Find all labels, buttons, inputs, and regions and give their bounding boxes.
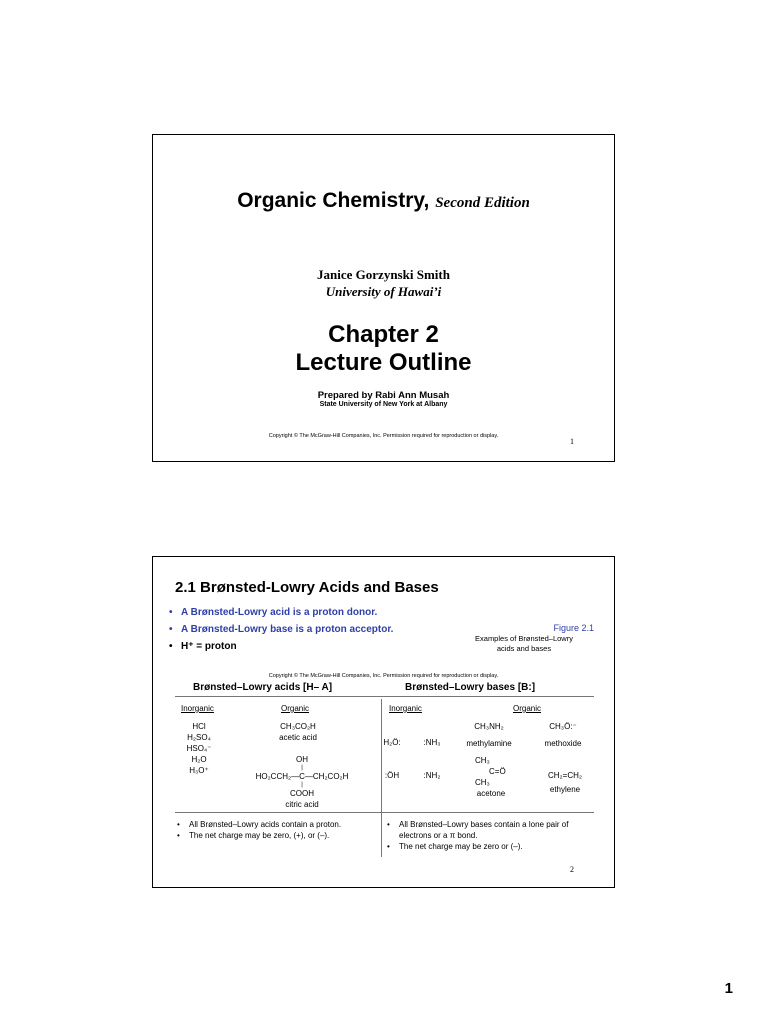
acid-notes: • All Brønsted–Lowry acids contain a proton. • The net charge may be zero, (+), or (–). xyxy=(177,820,342,840)
citric-acid: OH | HO₂CCH₂—C—CH₂CO₂H | COOH citric acid xyxy=(237,754,367,810)
citric-name: citric acid xyxy=(285,800,319,809)
header-divider xyxy=(175,696,594,697)
acid-note: All Brønsted–Lowry acids contain a proton. xyxy=(189,820,342,829)
acids-inorganic-label: Inorganic xyxy=(181,704,214,713)
bullet-text: A Brønsted-Lowry base is a proton acceptor. xyxy=(181,624,394,635)
base-note: All Brønsted–Lowry bases contain a lone pair of electrons or a π bond. xyxy=(399,820,569,840)
chapter-number: Chapter 2 xyxy=(328,321,439,348)
prepared-by: Prepared by Rabi Ann Musah xyxy=(317,390,450,401)
bullet-text: A Brønsted-Lowry acid is a proton donor. xyxy=(181,607,378,618)
slide-page-number: 2 xyxy=(570,865,574,874)
bases-header: Brønsted–Lowry bases [B:] xyxy=(405,682,536,693)
acetic-formula: CH₃CO₂H xyxy=(280,722,316,731)
bullet-proton: • H⁺ = proton xyxy=(169,641,237,652)
acetic-name: acetic acid xyxy=(279,733,317,742)
acids-organic-label: Organic xyxy=(281,704,310,713)
preparer-institution: State University of New York at Albany xyxy=(319,401,448,408)
acetic-acid xyxy=(253,721,343,743)
bullet-base-definition: • A Brønsted-Lowry base is a proton acceptor. xyxy=(169,624,394,635)
ethylene-name: ethylene xyxy=(549,785,581,794)
acetone-carbonyl: C=Ö xyxy=(489,767,506,776)
methoxide xyxy=(533,721,593,749)
citric-oh: OH xyxy=(296,755,308,764)
bullet-text: H⁺ = proton xyxy=(181,641,237,652)
acid-hso4: HSO₄⁻ xyxy=(186,744,212,753)
methoxide-formula: CH₃Ö:⁻ xyxy=(549,722,577,731)
methylamine-name: methylamine xyxy=(466,739,512,748)
acid-h3o: H₃O⁺ xyxy=(189,766,209,775)
chapter-heading xyxy=(153,321,614,377)
bullet-acid-definition: • A Brønsted-Lowry acid is a proton donor. xyxy=(169,607,378,618)
slide-2 xyxy=(152,556,615,888)
chapter-subtitle: Lecture Outline xyxy=(295,349,472,376)
page-number: 1 xyxy=(724,980,733,997)
author-university: University of Hawai’i xyxy=(325,284,442,299)
base-notes: • All Brønsted–Lowry bases contain a lone pair of electrons or a π bond. • The net charge may be zero or (–). xyxy=(387,819,597,852)
base-water: H₂Ö: xyxy=(383,738,401,747)
section-title: 2.1 Brønsted-Lowry Acids and Bases xyxy=(175,579,439,596)
base-amide: :NH₂ xyxy=(423,771,441,780)
citric-cooh: COOH xyxy=(290,789,314,798)
acetone-name: acetone xyxy=(476,789,506,798)
bases-organic-label: Organic xyxy=(513,704,542,713)
inorganic-acids-list xyxy=(179,721,219,776)
book-title xyxy=(153,189,614,213)
citric-formula: HO₂CCH₂—C—CH₂CO₂H xyxy=(255,772,349,781)
acid-hcl: HCl xyxy=(192,722,206,731)
author-name: Janice Gorzynski Smith xyxy=(317,267,450,282)
notes-divider xyxy=(175,812,594,813)
acetone-ch3-top: CH₃ xyxy=(475,756,490,765)
acetone-ch3-bottom: CH₃ xyxy=(475,778,490,787)
methylamine xyxy=(459,721,519,749)
acid-h2o: H₂O xyxy=(191,755,207,764)
base-note: The net charge may be zero or (–). xyxy=(399,842,523,851)
ethylene xyxy=(533,770,597,795)
slide-1 xyxy=(152,134,615,462)
ethylene-formula: CH₂=CH₂ xyxy=(548,771,582,780)
methoxide-name: methoxide xyxy=(544,739,582,748)
acetone xyxy=(461,755,521,799)
figure-label: Figure 2.1 xyxy=(553,623,594,633)
copyright-notice: Copyright © The McGraw-Hill Companies, Inc. Permission required for reproduction or display. xyxy=(268,673,499,679)
figure-caption xyxy=(454,634,594,654)
book-title-main: Organic Chemistry, xyxy=(237,189,430,212)
figure-caption-line: acids and bases xyxy=(496,644,552,653)
bases-inorganic-label: Inorganic xyxy=(389,704,422,713)
figure-caption-line: Examples of Brønsted–Lowry xyxy=(475,634,573,643)
base-hydroxide: :ÖH xyxy=(384,771,400,780)
slide-page-number: 1 xyxy=(570,437,574,446)
methylamine-formula: CH₃NH₂ xyxy=(474,722,504,731)
book-edition: Second Edition xyxy=(435,195,530,211)
acid-h2so4: H₂SO₄ xyxy=(187,733,211,742)
base-ammonia: :NH₃ xyxy=(423,738,441,747)
copyright-notice: Copyright © The McGraw-Hill Companies, Inc. Permission required for reproduction or display. xyxy=(268,433,499,439)
acids-header: Brønsted–Lowry acids [H– A] xyxy=(193,682,333,693)
acid-note: The net charge may be zero, (+), or (–). xyxy=(189,831,330,840)
